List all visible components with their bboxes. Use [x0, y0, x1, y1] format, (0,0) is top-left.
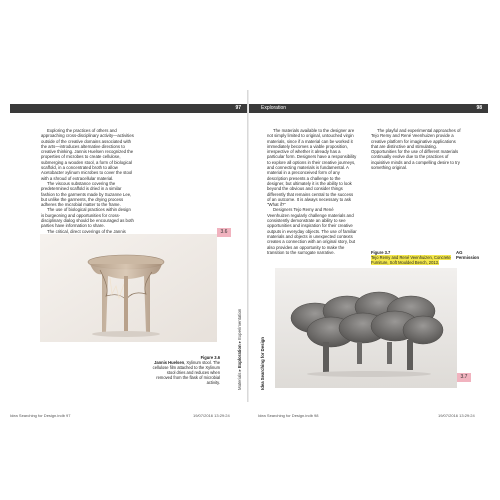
book-spread	[10, 90, 488, 402]
left-vertical-label: Materials ▸ Exploration ▸ Experimentation	[237, 308, 242, 390]
concrete-bench-photo	[275, 268, 457, 388]
permission-line-1: AG	[456, 250, 463, 255]
caption-title-3-7: Figure 3.7	[371, 250, 391, 255]
figure-3-6-caption	[150, 355, 220, 385]
left-page-number: 97	[235, 105, 241, 111]
bench-illustration	[275, 268, 457, 388]
right-vertical-label	[260, 337, 265, 390]
left-footer-date: 19/07/2016 13:29:24	[193, 413, 230, 418]
right-body-column-2	[371, 128, 463, 170]
vertical-label-book-title: Idea Searching for Design	[260, 336, 265, 390]
right-page-number: 98	[476, 105, 482, 111]
right-page-header	[249, 104, 488, 113]
figure-badge-3-7: 3.7	[457, 373, 471, 382]
vertical-label-materials: Materials	[237, 372, 242, 390]
vertical-label-experimentation: Experimentation	[237, 308, 242, 340]
left-footer-file: Idea Searching for Design.indb 97	[10, 413, 71, 418]
left-page-header	[10, 104, 247, 113]
figure-badge-3-6: 3.6	[217, 228, 231, 237]
stool-illustration	[40, 234, 217, 342]
right-paragraph-2: Designers Tejo Remy and René Veenhuizen regularly challenge materials and consistently demonstrate an ability to see opportunities and inspiration for their creative outputs in everyday objects. The use of familiar materials and objects in unexpected contexts creates a connection with an original story, but also provides an opportunity to make the transition to the surrogate narrative.	[267, 207, 357, 255]
right-paragraph-3: The playful and experimental approaches of Tejo Remy and René Veenhuizen provide a creative platform for imaginative applications that are distinctive and stimulating. Opportunities for the use of different materials continually evolve due to the practices of inquisitive minds and a compelling desire to try something original.	[371, 128, 461, 171]
xylinum-stool-photo	[40, 234, 217, 342]
left-paragraph-3: The use of biological practices within design is burgeoning and opportunities for cross-disciplinary dialog should be encouraged as both parties have information to share.	[41, 207, 134, 229]
right-footer-date: 19/07/2016 13:29:24	[438, 413, 475, 418]
figure-3-7-caption	[371, 250, 451, 265]
left-page	[10, 90, 248, 402]
caption-name: Jannis Huelsen	[154, 360, 185, 365]
left-paragraph-1: Exploring the practices of others and approaching cross-disciplinary activity—activities outside of the creative domains associated with the arts—introduces alternative directions to creative thinking. Jannis Huelsen recognized the properties of microbes to create cellulose, submerging a wooden stool, a form of biological scaffold, in a concentrated broth to allow Acetobacter xylinum microbes to cover the stool with a shroud of extracellular material.	[41, 128, 134, 181]
permission-line-2: Permission	[456, 255, 480, 261]
permission-note	[456, 250, 479, 260]
right-body-column-1	[267, 128, 357, 255]
right-page	[249, 90, 488, 402]
right-paragraph-1: The materials available to the designer are not simply limited to original, untouched virgin materials, since if a material can be worked it immediately becomes a viable proposition, irrespective of whether it already has a particular form. Designers have a responsibility to explore all options in their creative journeys, and connecting materials is fundamental. A material in a preconceived form of any description presents a challenge to the designer, but ultimately it is the ability to look beyond the obvious and consider things differently that remains central to the success of an outcome. It is always necessary to ask "What if?"	[267, 128, 357, 208]
vertical-label-exploration: Exploration	[237, 344, 242, 369]
section-title: Exploration	[261, 105, 287, 111]
caption-body-3-7: Tejo Remy and René Veenhuizen, Concrete Furniture, Soft Moulded Bench, 2013.	[371, 255, 451, 265]
caption-title: Figure 3.6	[200, 355, 220, 360]
right-footer-file: Idea Searching for Design.indb 98	[258, 413, 319, 418]
caption-body: , Xylinum stool. The cellulose film attached to the Xylinum stool dries and reduces when removed from the flask of microbial activity.	[152, 360, 220, 385]
left-paragraph-4: The critical, direct coverings of the Jannis	[47, 228, 126, 234]
left-paragraph-2: The viscous substance covering the predetermined scaffold is dried in a similar fashion to the garments made by Suzanne Lee, but unlike the garments, the drying process adheres the microbial matter to the frame.	[41, 180, 132, 208]
